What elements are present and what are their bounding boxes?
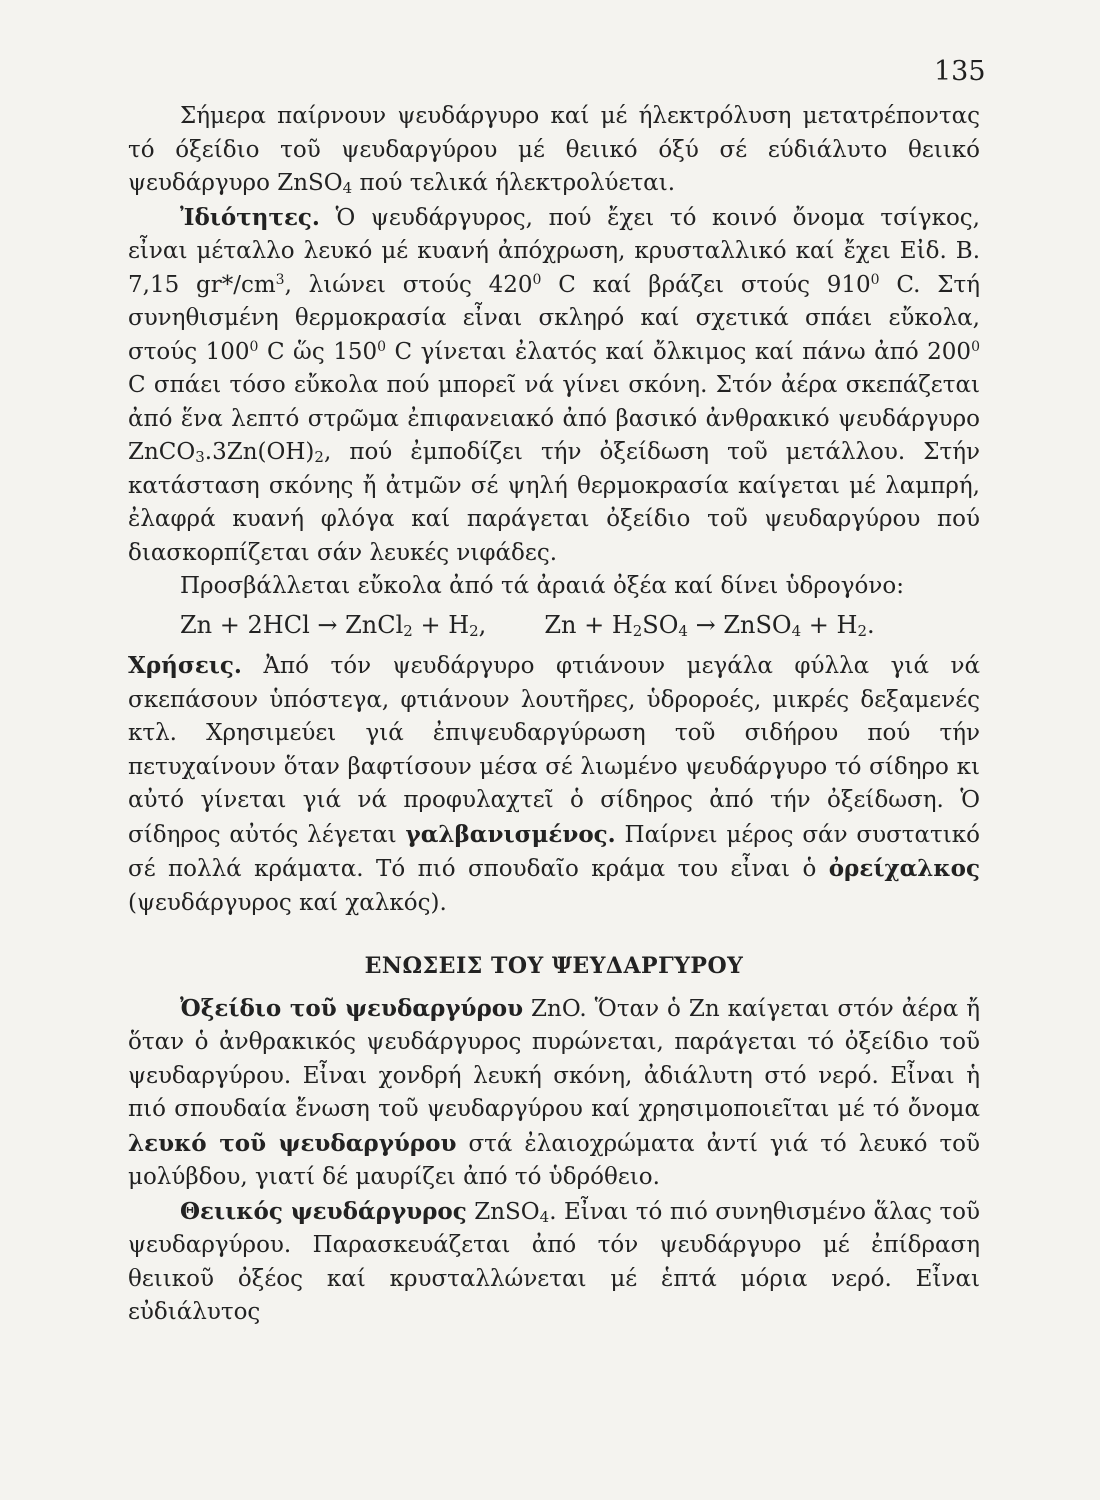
term-galvanized: γαλβανισμένος. <box>405 820 616 848</box>
equation-hcl: Zn + 2HCl → ZnCl$_2$ + $H_2$, <box>180 610 487 640</box>
page-content <box>128 100 980 1330</box>
paragraph-uses: Χρήσεις. Ἀπό τόν ψευδάργυρο φτιάνουν μεγάλα φύλλα γιά νά σκεπάσουν ὑπόστεγα, φτιάνουν λουτῆρες, ὑδροροές, μικρές δεξαμενές κτλ. Χρησιμεύει γιά ἐπιψευδαργύρωση τοῦ σιδήρου πού τήν πετυχαίνουν ὅταν βαφτίσουν μέσα σέ λιωμένο ψευδάργυρο τό σίδηρο κι αὐτό γίνεται γιά νά προφυλαχτεῖ ὁ σίδηρος ἀπό τήν ὀξείδωση. Ὁ σίδηρος αὐτός λέγεται γαλβανισμένος. Παίρνει μέρος σάν συστατικό σέ πολλά κράματα. Τό πιό σπουδαῖο κράμα του εἶναι ὁ ὀρείχαλκος (ψευδάργυρος καί χαλκός). <box>128 652 980 916</box>
page-number: 135 <box>934 56 986 87</box>
paragraph-properties: Ἰδιότητες. Ὁ ψευδάργυρος, πού ἔχει τό κοινό ὄνομα τσίγκος, εἶναι μέταλλο λευκό μέ κυανή ἀπόχρωση, κρυσταλλικό καί ἔχει Εἰδ. Β. 7,15 $gr*/cm^3$, λιώνει στούς $420^0$ C καί βράζει στούς $910^0$ C. Στή συνηθισμένη θερμοκρασία εἶναι σκληρό καί σχετικά σπάει εὔκολα, στούς $100^0$ C ὥς $150^0$ C γίνεται ἐλατός καί ὄλκιμος καί πάνω ἀπό $200^0$ C σπάει τόσο εὔκολα πού μπορεῖ νά γίνει σκόνη. Στόν ἀέρα σκεπάζεται ἀπό ἕνα λεπτό στρῶμα ἐπιφανειακό ἀπό βασικό ἀνθρακικό ψευδάργυρο $ZnCO_3.3Zn(OH)_2$, πού ἐμποδίζει τήν ὀξείδωση τοῦ μετάλλου. Στήν κατάσταση σκόνης ἤ ἀτμῶν σέ ψηλή θερμοκρασία καίγεται μέ λαμπρή, ἐλαφρά κυανή φλόγα καί παράγεται ὀξείδιο τοῦ ψευδαργύρου πού διασκορπίζεται σάν λευκές νιφάδες. <box>128 203 980 566</box>
heading-properties: Ἰδιότητες. <box>180 203 320 231</box>
heading-zinc-oxide: Ὀξείδιο τοῦ ψευδαργύρου <box>180 994 524 1022</box>
chemical-equations <box>180 609 980 643</box>
paragraph-zinc-sulfate: Θειικός ψευδάργυρος ZnSO$_4$. Εἶναι τό πιό συνηθισμένο ἅλας τοῦ ψευδαργύρου. Παρασκευάζεται ἀπό τόν ψευδάργυρο μέ ἐπίδραση θειικοῦ ὀξέος καί κρυσταλλώνεται μέ ἑπτά μόρια νερό. Εἶναι εὐδιάλυτος <box>128 1197 980 1325</box>
paragraph-acids: Προσβάλλεται εὔκολα ἀπό τά ἀραιά ὀξέα καί δίνει ὑδρογόνο: <box>180 573 904 599</box>
paragraph-zinc-oxide: Ὀξείδιο τοῦ ψευδαργύρου ZnO. Ὅταν ὁ Zn καίγεται στόν ἀέρα ἤ ὅταν ὁ ἀνθρακικός ψευδάργυρος πυρώνεται, παράγεται τό ὀξείδιο τοῦ ψευδαργύρου. Εἶναι χονδρή λευκή σκόνη, ἀδιάλυτη στό νερό. Εἶναι ἡ πιό σπουδαία ἔνωση τοῦ ψευδαργύρου καί χρησιμοποιεῖται μέ τό ὄνομα λευκό τοῦ ψευδαργύρου στά ἐλαιοχρώματα ἀντί γιά τό λευκό τοῦ μολύβδου, γιατί δέ μαυρίζει ἀπό τό ὑδρόθειο. <box>128 994 980 1190</box>
heading-uses: Χρήσεις. <box>128 652 242 679</box>
section-title: ΕΝΩΣΕΙΣ ΤΟΥ ΨΕΥΔΑΡΓΥΡΟΥ <box>364 953 744 979</box>
paragraph-electrolysis: Σήμερα παίρνουν ψευδάργυρο καί μέ ήλεκτρόλυση μετατρέποντας τό όξείδιο τοῦ ψευδαργύρου μέ θειικό όξύ σέ εύδιάλυτο θειικό ψευδάργυρο ZnSO$_4$ πού τελικά ήλεκτρολύεται. <box>128 103 980 197</box>
term-brass: ὀρείχαλκος <box>828 855 980 882</box>
heading-zinc-sulfate: Θειικός ψευδάργυρος <box>180 1197 467 1225</box>
equation-h2so4: $Zn + H_2SO_4$ → ZnSO$_4$ + $H_2$. <box>544 610 875 640</box>
term-zinc-white: λευκό τοῦ ψευδαργύρου <box>128 1129 457 1157</box>
